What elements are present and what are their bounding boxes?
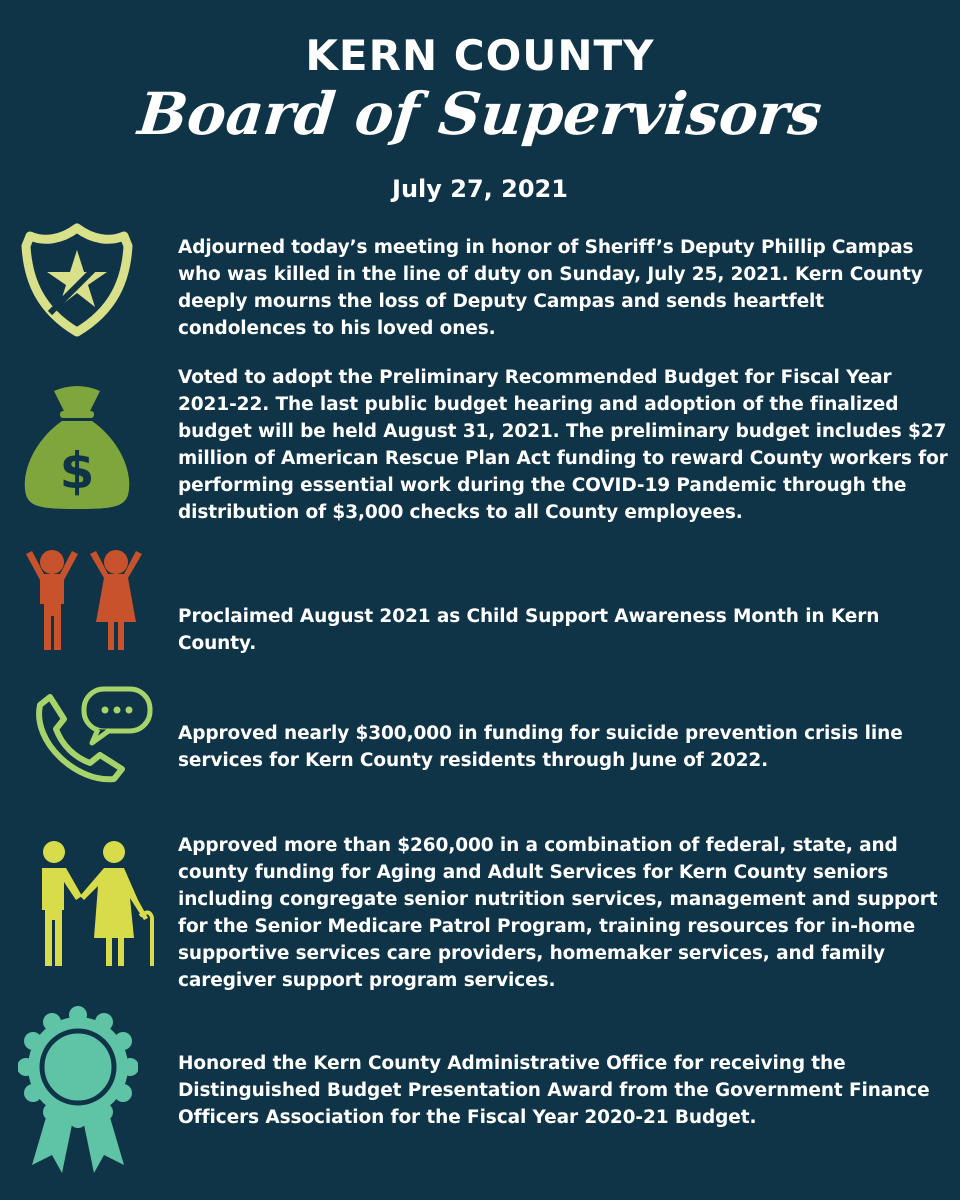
item-text: Proclaimed August 2021 as Child Support Awareness Month in Kern County. [178,606,880,654]
item-text: Approved nearly $300,000 in funding for suicide prevention crisis line services for Kern County residents through June of 2022. [178,723,903,771]
page-title: KERN COUNTY [305,31,655,80]
item-text: Approved more than $260,000 in a combination of federal, state, and county funding for Aging and Adult Services for Kern County seniors including congregate senior nutrition services, management and support for the Senior Medicare Patrol Program, training resources for in-home supportive services care providers, homemaker services, and family caregiver support program services. [178,835,938,991]
award-ribbon-icon [18,1005,138,1177]
page-subtitle: Board of Supervisors [135,80,825,148]
meeting-date: July 27, 2021 [392,175,568,203]
children-icon [18,546,150,656]
money-bag-icon [18,383,136,513]
seniors-icon [18,838,158,970]
police-badge-icon [18,220,136,340]
header [0,30,960,150]
phone-chat-icon [18,683,158,793]
svg-text:$: $ [59,442,95,500]
item-text: Honored the Kern County Administrative Office for receiving the Distinguished Budget Presentation Award from the Government Finance Officers Association for the Fiscal Year 2020-21 Budget. [178,1053,930,1128]
item-text: Adjourned today’s meeting in honor of Sheriff’s Deputy Phillip Campas who was killed in the line of duty on Sunday, July 25, 2021. Kern County deeply mourns the loss of Deputy Campas and sends heartfelt condolences to his loved ones. [178,237,923,339]
item-text: Voted to adopt the Preliminary Recommended Budget for Fiscal Year 2021-22. The last public budget hearing and adoption of the finalized budget will be held August 31, 2021. The preliminary budget includes $27 million of American Rescue Plan Act funding to reward County workers for performing essential work during the COVID-19 Pandemic through the distribution of $3,000 checks to all County employees. [178,367,948,523]
